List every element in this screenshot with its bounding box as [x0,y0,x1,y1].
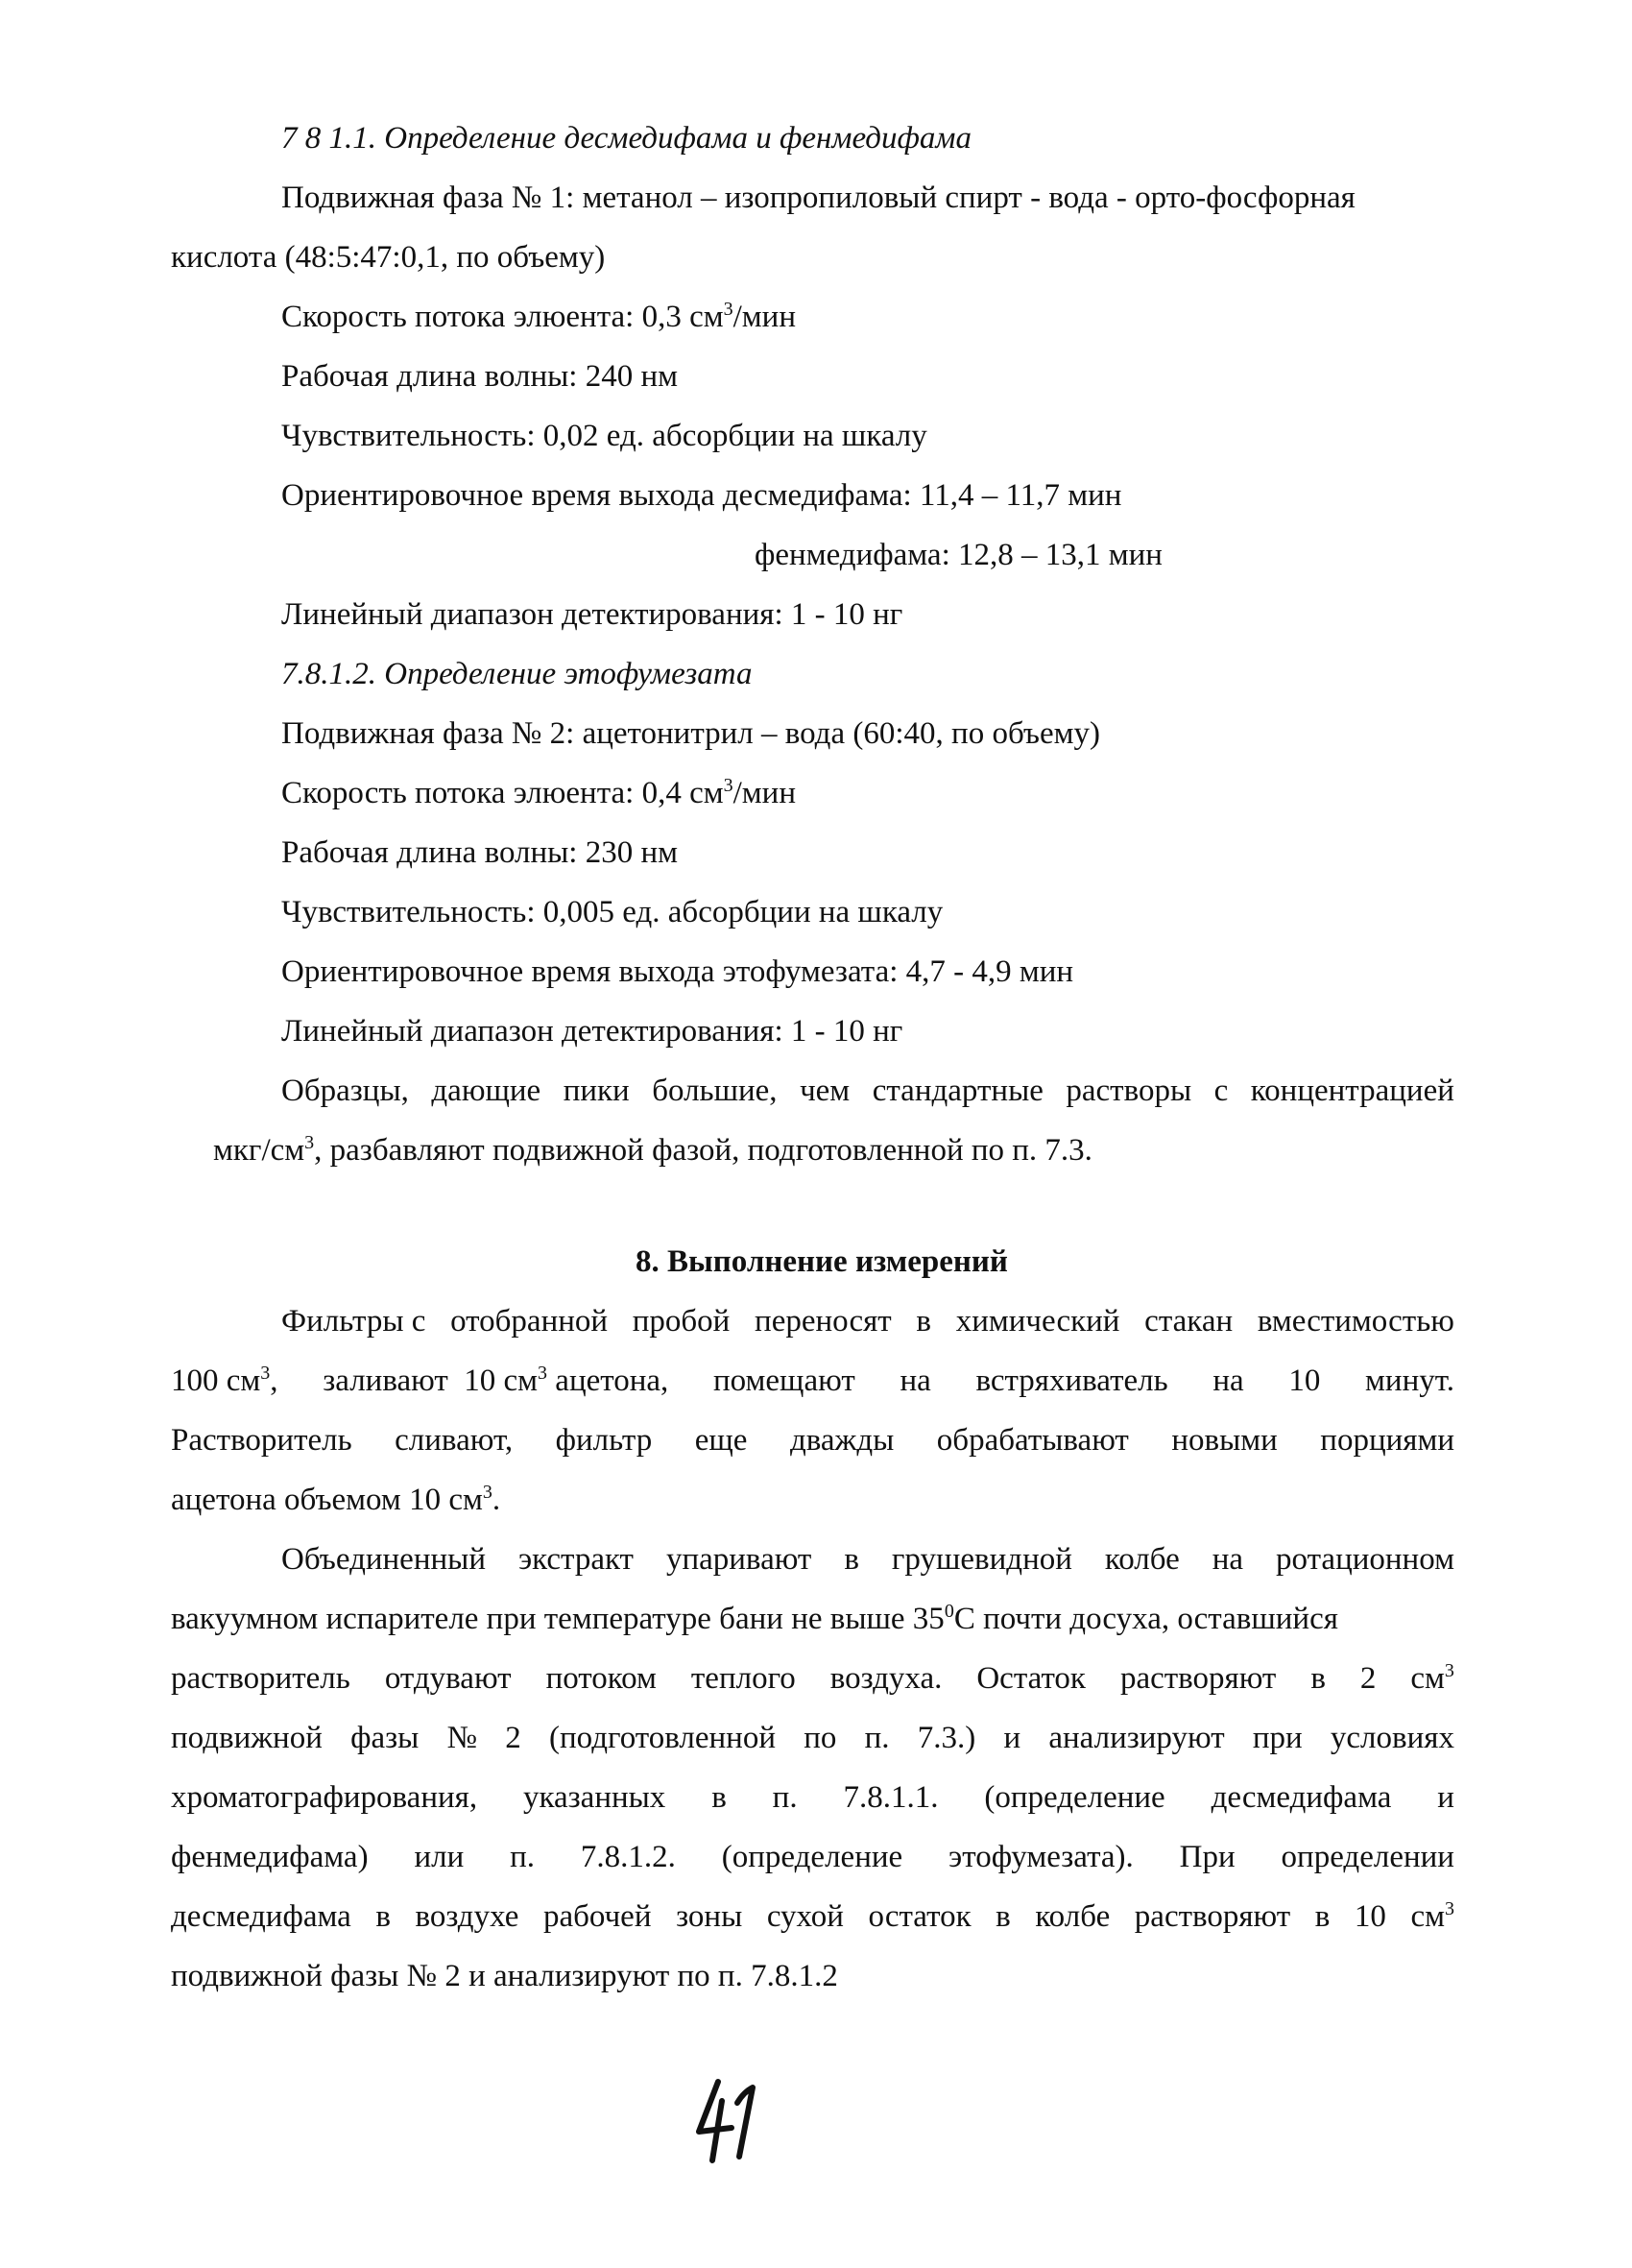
paragraph-2-line-4: подвижной фазы № 2 (подготовленной по п. 7.3.) и анализируют при условиях [171,1721,1454,1755]
dilution-note-line-1: Образцы, дающие пики большие, чем стандартные растворы с концентрацией [281,1074,1454,1108]
section-title-ethofumesate: 7.8.1.2. Определение этофумезата [281,657,753,691]
retention-time-phenmedipham: фенмедифама: 12,8 – 13,1 мин [755,538,1163,572]
wavelength-2: Рабочая длина волны: 230 нм [281,835,679,870]
flow-rate-2: Скорость потока элюента: 0,4 $см^3$/мин [281,775,796,810]
paragraph-1-line-1: Фильтры с отобранной пробой переносят в химический стакан вместимостью [281,1304,1454,1339]
paragraph-2-line-7: десмедифама в воздухе рабочей зоны сухой остаток в колбе растворяют в 10 $см^3$ [171,1898,1454,1934]
mobile-phase-1: Подвижная фаза № 1: метанол – изопропиловый спирт - вода - орто-фосфорная [281,181,1356,215]
paragraph-1-line-2: 100 $см^3$, заливают 10 $см^3$ ацетона, помещают на встряхиватель на 10 минут. [171,1363,1454,1398]
section-heading-measurements: 8. Выполнение измерений [636,1244,1008,1279]
wavelength-1: Рабочая длина волны: 240 нм [281,359,679,394]
sensitivity-2: Чувствительность: 0,005 ед. абсорбции на шкалу [281,895,944,929]
section-title-desmedipham: 7 8 1.1. Определение десмедифама и фенмедифама [281,121,972,156]
paragraph-1-line-4: ацетона объемом 10 $см^3$. [171,1482,501,1517]
paragraph-2-line-6: фенмедифама) или п. 7.8.1.2. (определение этофумезата). При определении [171,1840,1454,1874]
paragraph-2-line-8: подвижной фазы № 2 и анализируют по п. 7.8.1.2 [171,1959,838,1993]
handwritten-page-number [672,2064,787,2170]
paragraph-2-line-3: растворитель отдувают потоком теплого воздуха. Остаток растворяют в 2 $см^3$ [171,1660,1454,1696]
linear-range-2: Линейный диапазон детектирования: 1 - 10 нг [281,1014,903,1049]
sensitivity-1: Чувствительность: 0,02 ед. абсорбции на шкалу [281,419,927,453]
dilution-note-line-2: мкг/$см^3$, разбавляют подвижной фазой, подготовленной по п. 7.3. [213,1132,1092,1168]
paragraph-2-line-1: Объединенный экстракт упаривают в грушевидной колбе на ротационном [281,1542,1454,1577]
flow-rate-1: Скорость потока элюента: 0,3 $см^3$/мин [281,299,796,334]
paragraph-2-line-5: хроматографирования, указанных в п. 7.8.1.1. (определение десмедифама и [171,1780,1454,1815]
mobile-phase-2: Подвижная фаза № 2: ацетонитрил – вода (60:40, по объему) [281,716,1100,751]
mobile-phase-1-cont: кислота (48:5:47:0,1, по объему) [171,240,606,275]
paragraph-2-line-2: вакуумном испарителе при температуре бани не выше $35^0С$ почти досуха, оставшийся [171,1601,1338,1636]
linear-range-1: Линейный диапазон детектирования: 1 - 10 нг [281,597,903,632]
paragraph-1-line-3: Растворитель сливают, фильтр еще дважды обрабатывают новыми порциями [171,1423,1454,1458]
retention-time-desmedipham: Ориентировочное время выхода десмедифама: 11,4 – 11,7 мин [281,478,1122,513]
retention-time-ethofumesate: Ориентировочное время выхода этофумезата: 4,7 - 4,9 мин [281,954,1074,989]
